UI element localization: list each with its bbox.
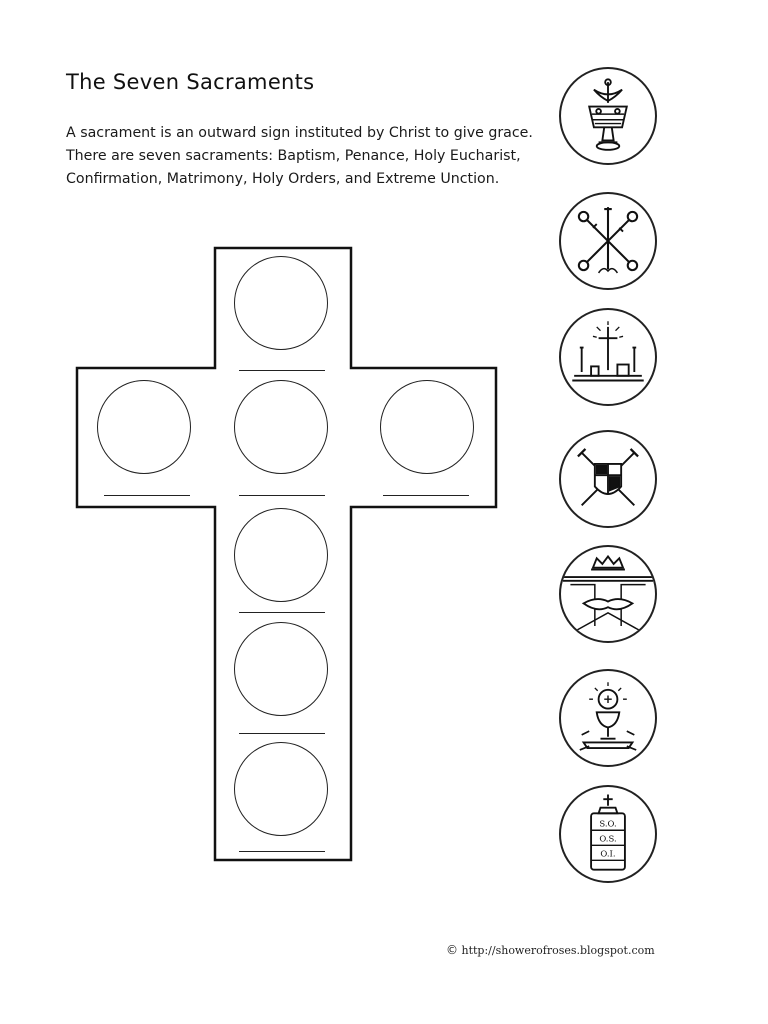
cross-slot-center-line[interactable] xyxy=(239,495,325,496)
medallion-penance[interactable] xyxy=(559,192,657,290)
cross-slot-lower-3-line[interactable] xyxy=(239,851,325,852)
cross-slot-left-line[interactable] xyxy=(104,495,190,496)
intro-line-3: Confirmation, Matrimony, Holy Orders, and Extreme Unction. xyxy=(66,171,500,187)
cross-slot-lower-1-line[interactable] xyxy=(239,612,325,613)
intro-line-1: A sacrament is an outward sign instituted by Christ to give grace. xyxy=(66,125,533,141)
medallion-matrimony[interactable] xyxy=(559,545,657,643)
cross-slot-top-circle[interactable] xyxy=(234,256,328,350)
oil-label-2: O.S. xyxy=(599,833,617,844)
footer-credit xyxy=(446,943,655,957)
eucharist-chalice-icon xyxy=(561,671,655,765)
cross-slot-left-circle[interactable] xyxy=(97,380,191,474)
cross-slot-center-circle[interactable] xyxy=(234,380,328,474)
medallion-extreme-unction[interactable] xyxy=(559,785,657,883)
cross-slot-lower-2-circle[interactable] xyxy=(234,622,328,716)
cross-slot-lower-3-circle[interactable] xyxy=(234,742,328,836)
extreme-unction-oil-icon xyxy=(561,787,655,881)
medallion-confirmation[interactable] xyxy=(559,430,657,528)
intro-line-2: There are seven sacraments: Baptism, Penance, Holy Eucharist, xyxy=(66,148,521,164)
penance-keys-icon xyxy=(561,194,655,288)
medallion-holy-orders[interactable] xyxy=(559,308,657,406)
oil-label-1: S.O. xyxy=(599,818,617,829)
cross-slot-top-line[interactable] xyxy=(239,370,325,371)
holy-orders-altar-icon xyxy=(561,310,655,404)
cross-slot-lower-1-circle[interactable] xyxy=(234,508,328,602)
confirmation-shield-icon xyxy=(561,432,655,526)
footer-url[interactable]: http://showerofroses.blogspot.com xyxy=(461,944,655,957)
cross-slot-right-circle[interactable] xyxy=(380,380,474,474)
baptism-icon xyxy=(561,69,655,163)
matrimony-hands-icon xyxy=(561,547,655,641)
cross-slot-right-line[interactable] xyxy=(383,495,469,496)
medallion-eucharist[interactable] xyxy=(559,669,657,767)
copyright-symbol: © xyxy=(446,943,458,957)
medallion-baptism[interactable] xyxy=(559,67,657,165)
oil-label-3: O.I. xyxy=(600,848,616,859)
page-title: The Seven Sacraments xyxy=(66,70,315,94)
cross-slot-lower-2-line[interactable] xyxy=(239,733,325,734)
